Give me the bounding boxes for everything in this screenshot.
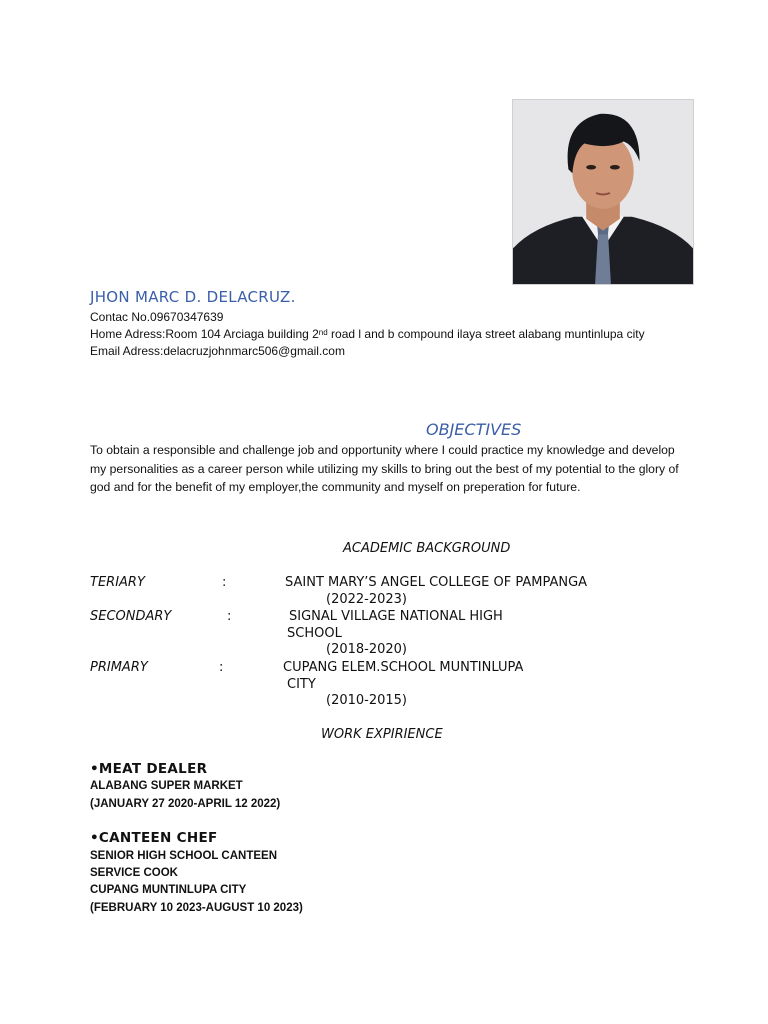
job-line: CUPANG MUNTINLUPA CITY xyxy=(90,884,247,896)
secondary-school: SIGNAL VILLAGE NATIONAL HIGH xyxy=(289,609,503,624)
primary-school: CUPANG ELEM.SCHOOL MUNTINLUPA xyxy=(283,660,524,675)
job-line: (JANUARY 27 2020-APRIL 12 2022) xyxy=(90,798,281,810)
job-line: SERVICE COOK xyxy=(90,867,178,879)
secondary-school-cont: SCHOOL xyxy=(287,626,342,641)
work-heading: WORK EXPIRIENCE xyxy=(321,727,443,742)
tertiary-years: (2022-2023) xyxy=(326,592,408,607)
profile-photo xyxy=(512,99,694,285)
email-address: Email Adress:delacruzjohnmarc506@gmail.com xyxy=(90,344,345,358)
address-prefix: Home Adress:Room 104 Arciaga building 2 xyxy=(90,327,319,341)
tertiary-school: SAINT MARY’S ANGEL COLLEGE OF PAMPANGA xyxy=(285,575,588,590)
primary-label: PRIMARY xyxy=(90,660,148,675)
home-address xyxy=(90,326,645,343)
secondary-colon: : xyxy=(227,609,232,624)
job-title: •CANTEEN CHEF xyxy=(90,830,218,846)
secondary-label: SECONDARY xyxy=(90,609,172,624)
contact-number: Contac No.09670347639 xyxy=(90,310,224,324)
job-title: •MEAT DEALER xyxy=(90,761,208,777)
primary-school-cont: CITY xyxy=(287,677,316,692)
primary-years: (2010-2015) xyxy=(326,693,408,708)
tertiary-colon: : xyxy=(222,575,227,590)
job-line: SENIOR HIGH SCHOOL CANTEEN xyxy=(90,850,277,862)
job-line: (FEBRUARY 10 2023-AUGUST 10 2023) xyxy=(90,902,303,914)
secondary-years: (2018-2020) xyxy=(326,642,408,657)
applicant-name: JHON MARC D. DELACRUZ. xyxy=(90,288,296,306)
job-line: ALABANG SUPER MARKET xyxy=(90,780,243,792)
objectives-heading: OBJECTIVES xyxy=(426,420,522,439)
primary-colon: : xyxy=(219,660,224,675)
tertiary-label: TERIARY xyxy=(90,575,145,590)
objectives-text: To obtain a responsible and challenge job and opportunity where I could practice my knowledge and develop my personalities as a career person while utilizing my skills to bring out the best of my potential to the glory of god and for the benefit of my employer,the community and myself on preperation for future. xyxy=(90,443,679,494)
address-suffix: road l and b compound ilaya street alabang muntinlupa city xyxy=(327,327,645,341)
academic-heading: ACADEMIC BACKGROUND xyxy=(343,541,511,556)
address-superscript: nd xyxy=(318,328,328,337)
